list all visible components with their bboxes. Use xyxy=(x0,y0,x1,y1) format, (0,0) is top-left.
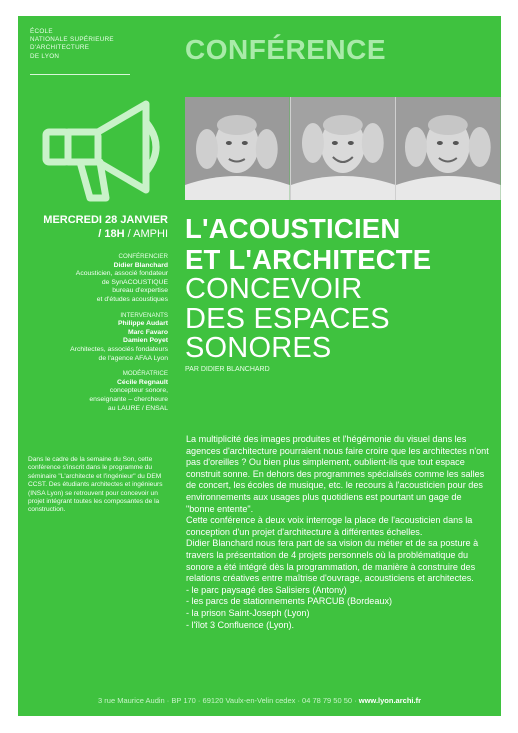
footer xyxy=(18,696,501,705)
list-item: - le parc paysagé des Salisiers (Antony) xyxy=(186,584,347,595)
credit-desc: Architectes, associés fondateurs xyxy=(70,345,168,353)
school-line: DE LYON xyxy=(30,52,60,60)
event-place: / AMPHI xyxy=(127,228,168,240)
event-date xyxy=(28,213,168,241)
event-date-text: MERCREDI 28 JANVIER xyxy=(43,214,168,226)
credit-desc: concepteur sonore, xyxy=(109,387,168,395)
footer-url[interactable]: www.lyon.archi.fr xyxy=(358,696,421,705)
body-text xyxy=(186,434,491,631)
credit-desc: Acousticien, associé fondateur xyxy=(75,270,168,278)
event-time-place xyxy=(28,227,168,241)
page-title: CONFÉRENCE xyxy=(185,34,387,65)
list-item: - l'îlot 3 Confluence (Lyon). xyxy=(186,619,295,630)
body-paragraph: La multiplicité des images produites et l'hégémonie du visuel dans les agences d'architecture pourraient nous faire croire que les architectes n'ont pas d'oreilles ? Ou bien plus simplement, oublient-ils que tout espace construit sonne. En dehors des programmes spécialisés comme les salles de concert, les écoles de musique, etc. le recours à l'acousticien pour des environnements aux usages plus quotidiens est pourtant un gage de "bonne entente". xyxy=(186,434,489,514)
poster xyxy=(18,16,501,716)
credit-group xyxy=(28,370,168,413)
credit-role: MODÉRATRICE xyxy=(122,370,168,378)
headline-line: L'ACOUSTICIEN xyxy=(185,213,401,244)
credit-role: INTERVENANTS xyxy=(120,311,168,319)
credit-name: Philippe Audart xyxy=(118,320,168,328)
credit-desc: bureau d'expertise xyxy=(112,287,168,295)
intro-text: Dans le cadre de la semaine du Son, cette conférence s'inscrit dans le programme du séminaire "L'architecte et l'ingénieur" du DEM CCST. Des étudiants architectes et ingénieurs (INSA Lyon) se retrouvent pour concevoir un projet intégrant toutes les composantes de la construction. xyxy=(28,456,163,514)
speaker-photo xyxy=(185,97,291,200)
credit-group xyxy=(28,253,168,305)
credit-name: Cécile Regnault xyxy=(117,378,168,386)
event-time: / 18H xyxy=(98,228,125,240)
subtitle-line: CONCEVOIR xyxy=(185,273,363,305)
school-line: D'ARCHITECTURE xyxy=(30,44,90,52)
body-paragraph: Didier Blanchard nous fera part de sa vision du métier et de sa posture à travers la présentation de 4 projets personnels où la problématique du sonore a été intégré dès la programmation, de manière à construire des relations créatives entre maîtrise d'ouvrage, acousticiens et architectes. xyxy=(186,538,479,584)
credit-name: Damien Poyet xyxy=(123,337,168,345)
divider xyxy=(30,74,130,75)
credit-desc: au LAURE / ENSAL xyxy=(107,404,168,412)
speaker-photos xyxy=(185,97,501,200)
speaker-photo xyxy=(291,97,397,200)
list-item: - la prison Saint-Joseph (Lyon) xyxy=(186,607,310,618)
credit-role: CONFÉRENCIER xyxy=(118,253,168,260)
credit-desc: enseignante – chercheure xyxy=(89,395,168,403)
credit-name: Didier Blanchard xyxy=(113,261,168,269)
subtitle-line: DES ESPACES xyxy=(185,302,390,335)
credit-name: Marc Favaro xyxy=(127,328,168,336)
byline: PAR DIDIER BLANCHARD xyxy=(185,365,270,373)
credits xyxy=(28,253,168,420)
credit-desc: de l'agence AFAA Lyon xyxy=(98,354,168,362)
credit-group xyxy=(28,312,168,364)
school-line: ÉCOLE xyxy=(30,28,53,35)
list-item: - les parcs de stationnements PARCUB (Bordeaux) xyxy=(186,596,393,607)
school-name xyxy=(30,28,140,61)
project-list xyxy=(186,585,491,631)
headline-line: ET L'ARCHITECTE xyxy=(185,244,432,275)
headline xyxy=(185,213,501,373)
credit-desc: de SynACOUSTIQUE xyxy=(101,278,168,286)
body-paragraph: Cette conférence à deux voix interroge la place de l'acousticien dans la conception d'un projet d'architecture à différentes échelles. xyxy=(186,515,473,537)
megaphone-icon xyxy=(38,94,176,209)
credit-desc: et d'études acoustiques xyxy=(96,295,168,303)
footer-address: 3 rue Maurice Audin · BP 170 · 69120 Vaulx-en-Velin cedex · 04 78 79 50 50 · xyxy=(98,696,357,705)
speaker-photo xyxy=(396,97,501,200)
subtitle-line: SONORES xyxy=(185,332,332,364)
school-line: NATIONALE SUPÉRIEURE xyxy=(30,36,114,44)
